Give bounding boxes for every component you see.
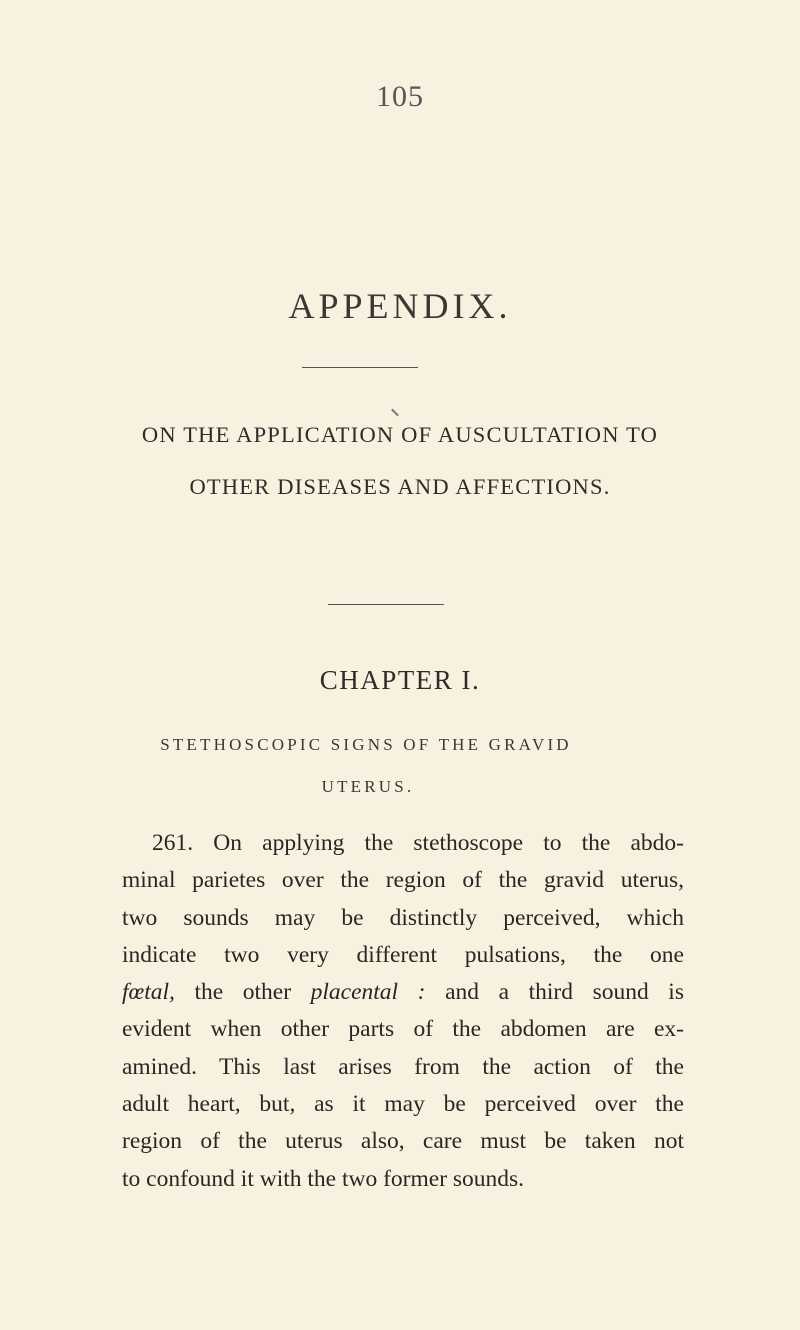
chapter-heading: CHAPTER I. — [319, 665, 481, 695]
paragraph-line: region of the uterus also, care must be taken not — [122, 1128, 684, 1155]
paragraph-261 — [122, 825, 684, 1198]
italic-term-foetal: fœtal, — [122, 979, 175, 1006]
line-text: the other — [174, 979, 311, 1006]
line-text: and a third sound is — [425, 979, 684, 1006]
divider-rule — [302, 367, 418, 368]
section-title-line-1: STETHOSCOPIC SIGNS OF THE GRAVID — [160, 735, 572, 754]
paragraph-line: minal parietes over the region of the gravid uterus, — [122, 867, 684, 894]
appendix-subtitle-line-2: OTHER DISEASES AND AFFECTIONS. — [189, 474, 611, 499]
section-title-line-2: UTERUS. — [321, 777, 415, 796]
appendix-heading: APPENDIX. — [288, 286, 512, 326]
paragraph-line: adult heart, but, as it may be perceived over the — [122, 1091, 684, 1118]
italic-term-placental: placental : — [310, 979, 426, 1006]
paragraph-line: amined. This last arises from the action of the — [122, 1053, 684, 1080]
paragraph-line — [122, 974, 684, 1011]
paragraph-line: to confound it with the two former sounds. — [122, 1165, 525, 1192]
paragraph-line: 261. On applying the stethoscope to the abdo- — [152, 830, 684, 856]
paragraph-line: two sounds may be distinctly perceived, which — [122, 904, 684, 931]
print-speck — [391, 409, 399, 417]
paragraph-line: indicate two very different pulsations, the one — [122, 941, 684, 968]
page-number: 105 — [376, 80, 424, 113]
divider-rule — [328, 604, 444, 605]
appendix-subtitle-line-1: ON THE APPLICATION OF AUSCULTATION TO — [141, 422, 659, 447]
paragraph-line: evident when other parts of the abdomen are ex- — [122, 1016, 684, 1043]
